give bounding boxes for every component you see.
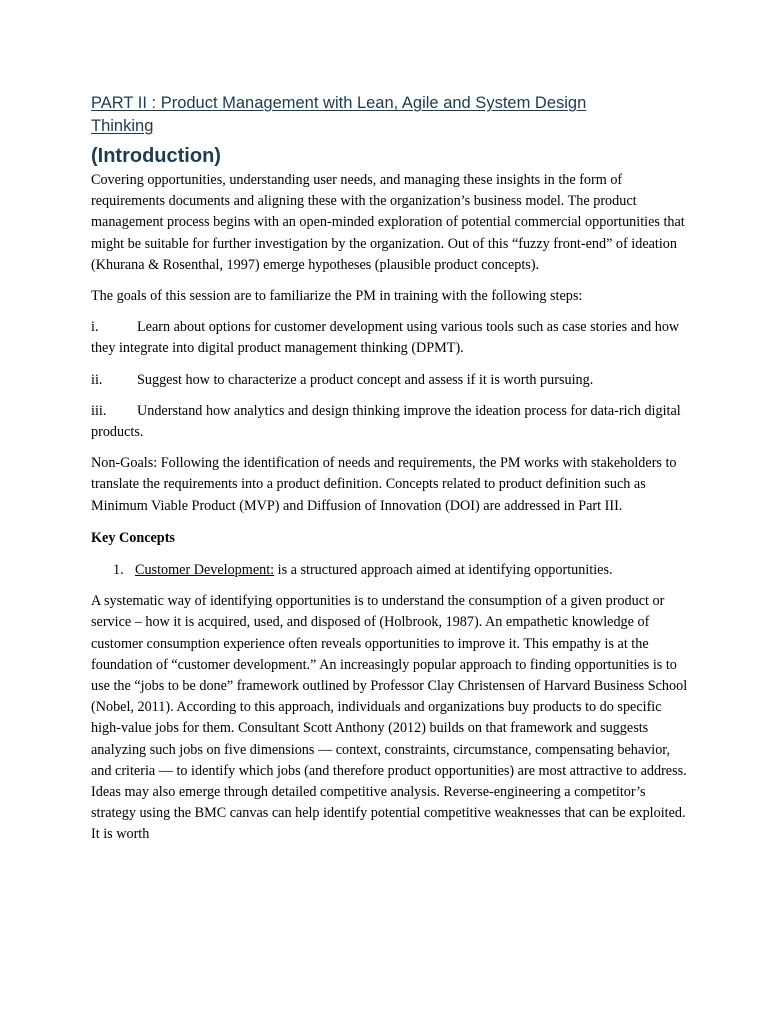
part-title: [91, 92, 691, 138]
part-title-line2: Thinking: [91, 117, 154, 135]
goal-marker: i.: [91, 319, 99, 336]
key-concepts-heading: Key Concepts: [91, 529, 175, 546]
body-paragraph: A systematic way of identifying opportunities is to understand the consumption of a given product or service – how it is acquired, used, and disposed of (Holbrook, 1987). An empathetic knowledge of customer consumption experience often reveals opportunities to improve it. This empathy is at the foundation of “customer development.” An increasingly popular approach to finding opportunities is to use the “jobs to be done” framework outlined by Professor Clay Christensen of Harvard Business School (Nobel, 2011). According to this approach, individuals and organizations buy products to do specific high-value jobs for them. Consultant Scott Anthony (2012) builds on that framework and suggests analyzing such jobs on five dimensions — context, constraints, circumstance, compensating behavior, and criteria — to identify which jobs (and therefore product opportunities) are most attractive to address. Ideas may also emerge through detailed competitive analysis. Reverse-engineering a competitor’s strategy using the BMC canvas can help identify potential competitive weaknesses that can be exploited. It is worth: [91, 593, 688, 843]
goal-text: Understand how analytics and design thinking improve the ideation process for data-rich digital products.: [91, 402, 681, 441]
concept-term: Customer Development:: [135, 562, 275, 579]
goal-text: Suggest how to characterize a product concept and assess if it is worth pursuing.: [137, 371, 594, 388]
goal-item-2: [91, 370, 691, 391]
concept-number: 1.: [113, 562, 124, 579]
document-page: [91, 90, 691, 846]
concept-definition: is a structured approach aimed at identifying opportunities.: [274, 562, 613, 579]
section-subtitle: (Introduction): [91, 145, 221, 167]
goal-marker: iii.: [91, 402, 107, 419]
part-title-line1: PART II : Product Management with Lean, Agile and System Design: [91, 94, 587, 112]
intro-paragraph: Covering opportunities, understanding user needs, and managing these insights in the form of requirements documents and aligning these with the organization’s business model. The product management process begins with an open-minded exploration of potential commercial opportunities that might be suitable for further investigation by the organization. Out of this “fuzzy front-end” of ideation (Khurana & Rosenthal, 1997) emerge hypotheses (plausible product concepts).: [91, 172, 685, 273]
goal-text: Learn about options for customer development using various tools such as case stories and how they integrate into digital product management thinking (DPMT).: [91, 319, 680, 357]
concept-item-1: [91, 560, 691, 581]
goals-intro: The goals of this session are to familiarize the PM in training with the following steps:: [91, 288, 583, 305]
goal-item-1: [91, 317, 691, 359]
goal-marker: ii.: [91, 371, 103, 388]
goal-item-3: [91, 401, 691, 443]
non-goals-paragraph: Non-Goals: Following the identification of needs and requirements, the PM works with stakeholders to translate the requirements into a product definition. Concepts related to product definition such as Minimum Viable Product (MVP) and Diffusion of Innovation (DOI) are addressed in Part III.: [91, 455, 677, 514]
